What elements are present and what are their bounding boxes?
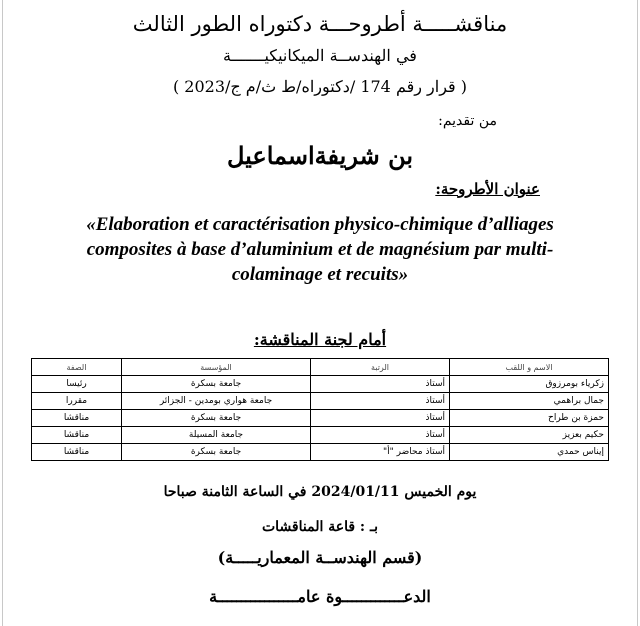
header-role: الصفة xyxy=(32,359,122,376)
member-rank: أستاذ xyxy=(311,410,450,427)
committee-header-row xyxy=(32,359,609,376)
header-rank: الرتبة xyxy=(311,359,450,376)
member-role: رئيسا xyxy=(32,376,122,393)
defense-date: يوم الخميس 2024/01/11 في الساعة الثامنة صباحا xyxy=(163,484,477,500)
thesis-title-label: عنوان الأطروحة: xyxy=(435,180,540,198)
member-rank: أستاذ xyxy=(311,427,450,444)
header-name: الاسم و اللقب xyxy=(450,359,609,376)
department-name: (قسم الهندســة المعماريـــــة) xyxy=(217,548,423,567)
header-specialty: في الهندســة الميكانيكيـــــــة xyxy=(223,46,417,65)
member-role: مقررا xyxy=(32,393,122,410)
table-row xyxy=(32,444,609,461)
committee-table xyxy=(31,358,609,461)
committee-label: أمام لجنة المناقشة: xyxy=(253,330,387,349)
member-name: حمزة بن طراح xyxy=(450,410,609,427)
member-institution: جامعة المسيلة xyxy=(122,427,311,444)
member-name: جمال براهمي xyxy=(450,393,609,410)
member-institution: جامعة بسكرة xyxy=(122,376,311,393)
public-invitation: الدعـــــــــــــوة عامـــــــــــــــــة xyxy=(209,587,431,606)
member-rank: أستاذ محاضر "أ" xyxy=(311,444,450,461)
member-name: حكيم بعزيز xyxy=(450,427,609,444)
member-rank: أستاذ xyxy=(311,393,450,410)
thesis-title: «Elaboration et caractérisation physico-chimique d’alliages composites à base d’aluminium et de magnésium par multi-colaminage et recuits» xyxy=(86,214,554,285)
presented-by-label: من تقديم: xyxy=(438,113,497,129)
member-role: مناقشا xyxy=(32,444,122,461)
table-row xyxy=(32,376,609,393)
header-institution: المؤسسة xyxy=(122,359,311,376)
defense-hall: بـ : قاعة المناقشات xyxy=(262,519,378,535)
member-name: زكرياء بومرزوق xyxy=(450,376,609,393)
candidate-name: بن شريفةاسماعيل xyxy=(226,141,414,170)
member-rank: أستاذ xyxy=(311,376,450,393)
header-title: مناقشـــــة أطروحـــة دكتوراه الطور الثالث xyxy=(132,12,508,36)
table-row xyxy=(32,410,609,427)
member-role: مناقشا xyxy=(32,410,122,427)
member-name: إيناس حمدي xyxy=(450,444,609,461)
member-institution: جامعة هواري بومدين - الجزائر xyxy=(122,393,311,410)
member-institution: جامعة بسكرة xyxy=(122,410,311,427)
table-row xyxy=(32,393,609,410)
member-institution: جامعة بسكرة xyxy=(122,444,311,461)
table-row xyxy=(32,427,609,444)
member-role: مناقشا xyxy=(32,427,122,444)
header-decision: ( قرار رقم 174 /دكتوراه/ط ث/م ج/2023 ) xyxy=(172,77,468,96)
